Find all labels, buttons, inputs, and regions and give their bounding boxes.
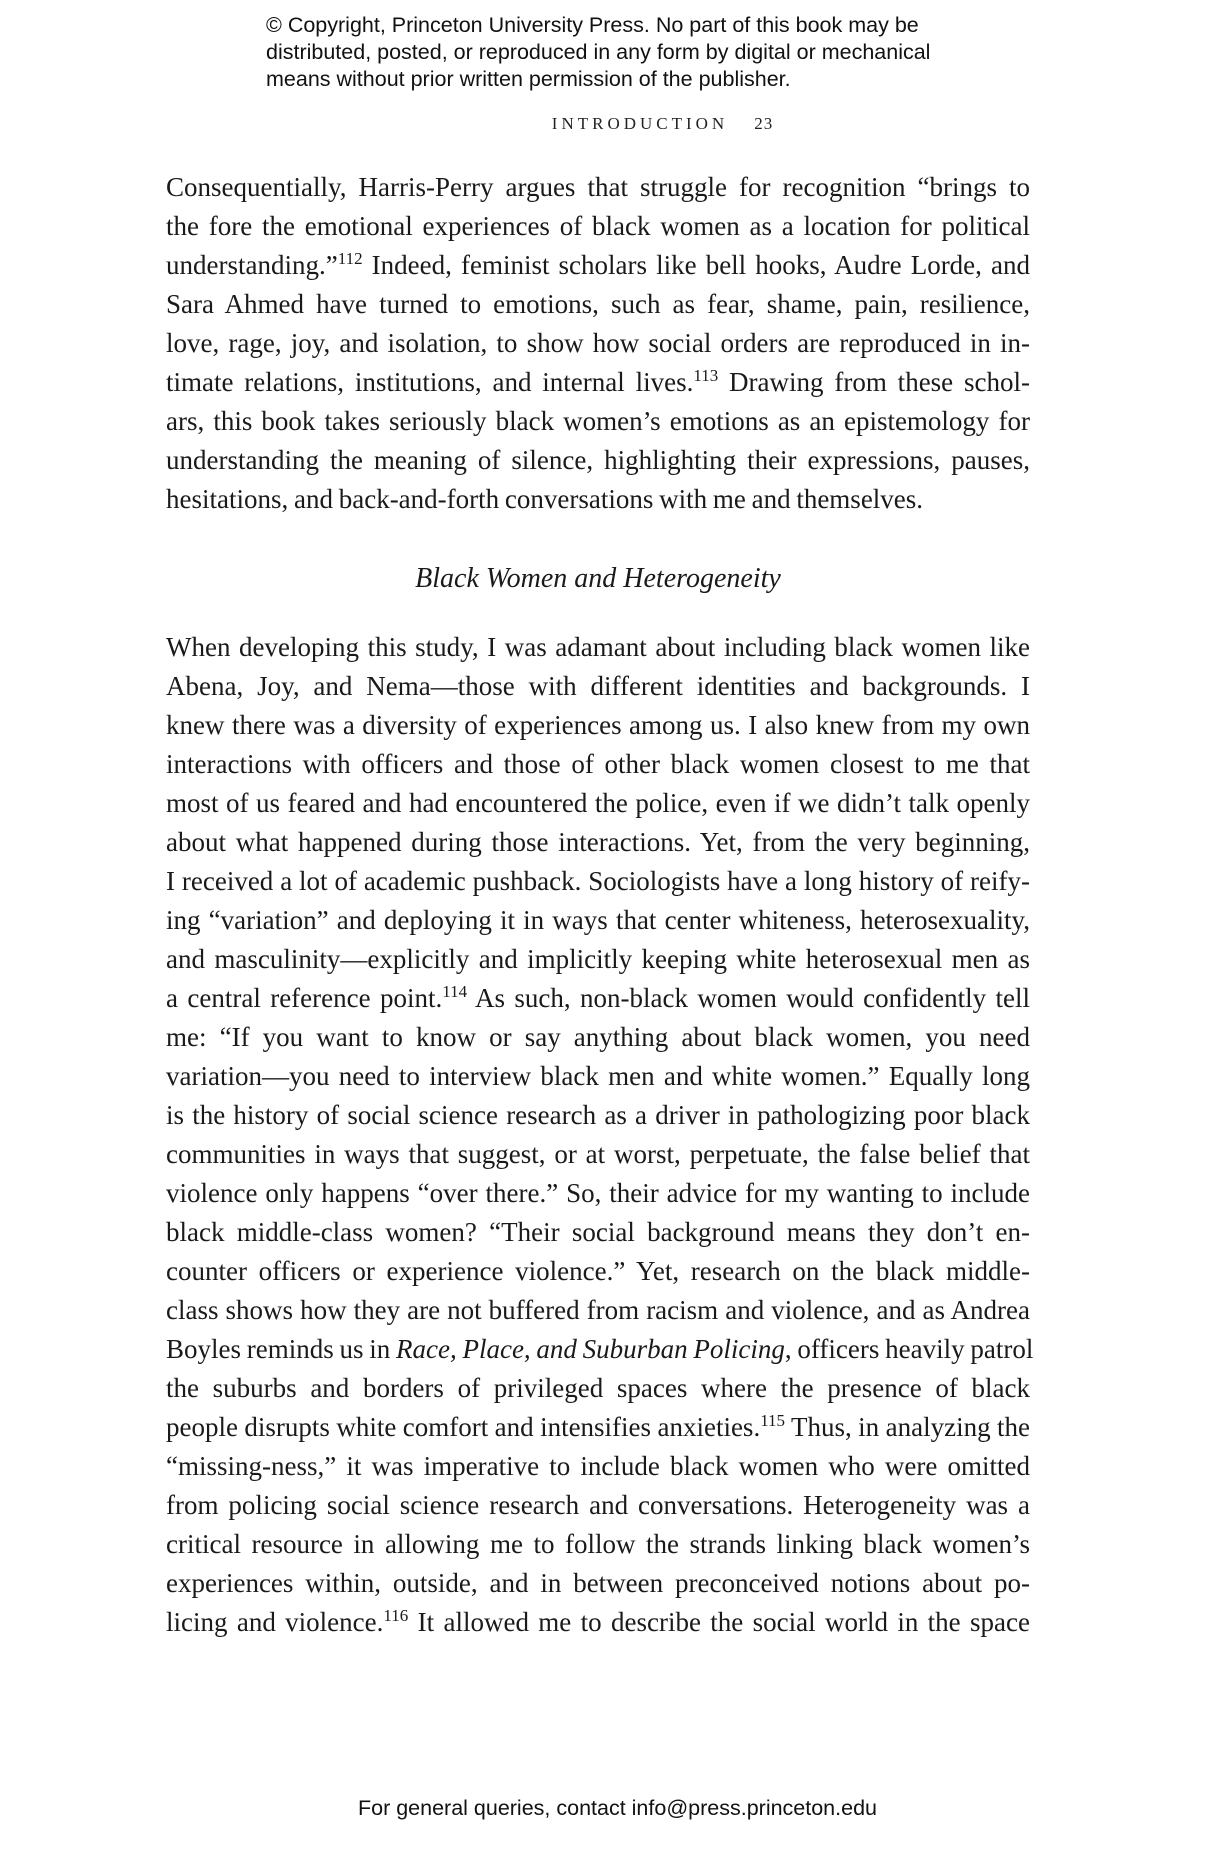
- text-line: counter officers or experience violence.” Yet, research on the black middle-: [166, 1256, 1030, 1286]
- footnote-ref: 114: [442, 982, 468, 1001]
- text-line: about what happened during those interactions. Yet, from the very beginning,: [166, 827, 1030, 857]
- copyright-line: © Copyright, Princeton University Press. No part of this book may be: [266, 13, 919, 37]
- text-line: a central reference point.$^{114}$ As such, non-black women would confidently tell: [166, 982, 1031, 1013]
- text-line: Boyles reminds us in Race, Place, and Suburban Policing, officers heavily patrol: [166, 1334, 1034, 1364]
- text-line: Sara Ahmed have turned to emotions, such as fear, shame, pain, resilience,: [166, 289, 1030, 319]
- running-head: [0, 114, 1225, 134]
- text-line: Abena, Joy, and Nema—those with different identities and backgrounds. I: [166, 671, 1030, 701]
- text-line: Consequentially, Harris-Perry argues that struggle for recognition “brings to: [166, 172, 1030, 202]
- text-line: knew there was a diversity of experiences among us. I also knew from my own: [166, 710, 1030, 740]
- copyright-line: distributed, posted, or reproduced in any form by digital or mechanical: [266, 40, 931, 64]
- text-line: communities in ways that suggest, or at worst, perpetuate, the false belief that: [166, 1139, 1030, 1169]
- text-line: timate relations, institutions, and internal lives.$^{113}$ Drawing from these schol-: [166, 366, 1030, 397]
- text-line: understanding.”$^{112}$ Indeed, feminist scholars like bell hooks, Audre Lorde, and: [166, 249, 1030, 280]
- text-line: experiences within, outside, and in between preconceived notions about po-: [166, 1568, 1030, 1598]
- text-line: variation—you need to interview black men and white women.” Equally long: [166, 1061, 1030, 1091]
- text-line: from policing social science research and conversations. Heterogeneity was a: [166, 1490, 1030, 1520]
- text-line: critical resource in allowing me to follow the strands linking black women’s: [166, 1529, 1030, 1559]
- text-line: understanding the meaning of silence, highlighting their expressions, pauses,: [166, 445, 1030, 475]
- text-line: ars, this book takes seriously black women’s emotions as an epistemology for: [166, 406, 1030, 436]
- text-line: the fore the emotional experiences of black women as a location for political: [166, 211, 1030, 241]
- copyright-line: means without prior written permission of the publisher.: [266, 67, 791, 91]
- copyright-notice: [266, 12, 1026, 93]
- text-line: the suburbs and borders of privileged spaces where the presence of black: [166, 1373, 1030, 1403]
- text-line: licing and violence.$^{116}$ It allowed me to describe the social world in the space: [166, 1606, 1030, 1637]
- page-number: 23: [754, 114, 774, 133]
- footnote-ref: 116: [383, 1606, 409, 1625]
- text-line: people disrupts white comfort and intensifies anxieties.$^{115}$ Thus, in analyzing the: [166, 1411, 1030, 1442]
- text-line: love, rage, joy, and isolation, to show how social orders are reproduced in in-: [166, 328, 1030, 358]
- text-line: interactions with officers and those of other black women closest to me that: [166, 749, 1030, 779]
- text-line: “missing-ness,” it was imperative to include black women who were omitted: [166, 1451, 1030, 1481]
- text-line: ing “variation” and deploying it in ways that center whiteness, heterosexuality,: [166, 905, 1030, 935]
- text-line: most of us feared and had encountered the police, even if we didn’t talk openly: [166, 788, 1030, 818]
- footnote-ref: 113: [693, 366, 719, 385]
- footer-contact: For general queries, contact info@press.princeton.edu: [357, 1796, 877, 1820]
- footnote-ref: 115: [760, 1411, 786, 1430]
- text-line: black middle-class women? “Their social background means they don’t en-: [166, 1217, 1030, 1247]
- text-line: is the history of social science research as a driver in pathologizing poor black: [166, 1100, 1030, 1130]
- footnote-ref: 112: [337, 249, 363, 268]
- text-line: I received a lot of academic pushback. Sociologists have a long history of reify-: [166, 866, 1030, 896]
- text-line: When developing this study, I was adamant about including black women like: [166, 632, 1030, 662]
- body-text: [166, 168, 1034, 1642]
- running-head-title: INTRODUCTION: [551, 114, 729, 133]
- text-line: class shows how they are not buffered from racism and violence, and as Andrea: [166, 1295, 1030, 1325]
- text-line: me: “If you want to know or say anything about black women, you need: [166, 1022, 1030, 1052]
- text-line: violence only happens “over there.” So, their advice for my wanting to include: [166, 1178, 1030, 1208]
- text-line: hesitations, and back-and-forth conversations with me and themselves.: [166, 484, 924, 514]
- section-heading: Black Women and Heterogeneity: [415, 563, 781, 594]
- book-title: Race, Place, and Suburban Policing: [396, 1334, 785, 1364]
- text-line: and masculinity—explicitly and implicitly keeping white heterosexual men as: [166, 944, 1030, 974]
